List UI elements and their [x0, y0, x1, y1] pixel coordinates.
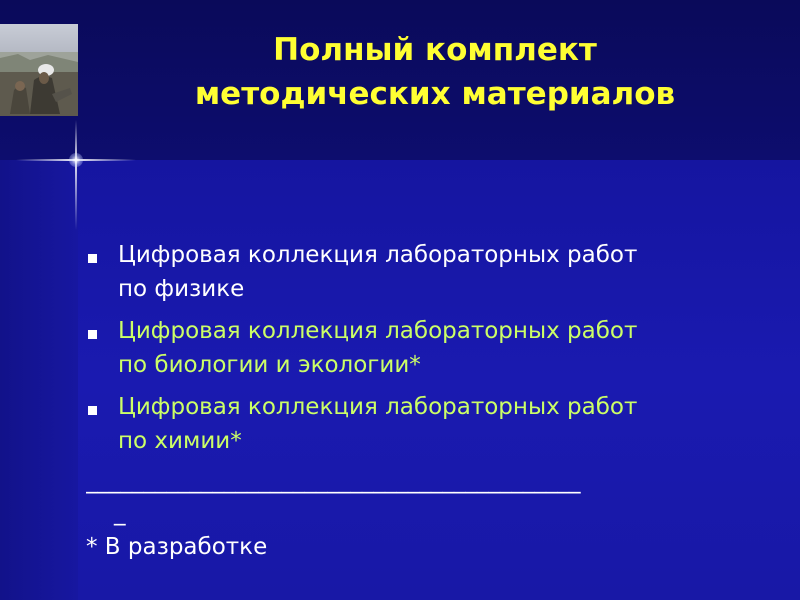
list-item-line: по химии* [118, 428, 242, 454]
square-bullet-icon [88, 254, 97, 263]
list-item-line: Цифровая коллекция лабораторных работ [118, 242, 638, 268]
photo-thumbnail [0, 24, 78, 116]
footnote-separator: ___________________________________________ [86, 468, 581, 494]
list-item-line: по физике [118, 276, 245, 302]
title-line-2: методических материалов [194, 76, 676, 112]
list-item-line: Цифровая коллекция лабораторных работ [118, 318, 638, 344]
materials-list [86, 238, 766, 466]
list-item-physics [86, 238, 766, 306]
title-line-1: Полный комплект [273, 32, 597, 68]
left-stripe [0, 160, 78, 600]
list-item-chemistry [86, 390, 766, 458]
square-bullet-icon [88, 406, 97, 415]
photo-image [0, 24, 78, 116]
square-bullet-icon [88, 330, 97, 339]
slide-title [120, 28, 750, 116]
footnote-separator-tail: _ [114, 500, 126, 526]
footnote-text: * В разработке [86, 534, 268, 560]
list-item-biology [86, 314, 766, 382]
list-item-line: Цифровая коллекция лабораторных работ [118, 394, 638, 420]
list-item-line: по биологии и экологии* [118, 352, 421, 378]
